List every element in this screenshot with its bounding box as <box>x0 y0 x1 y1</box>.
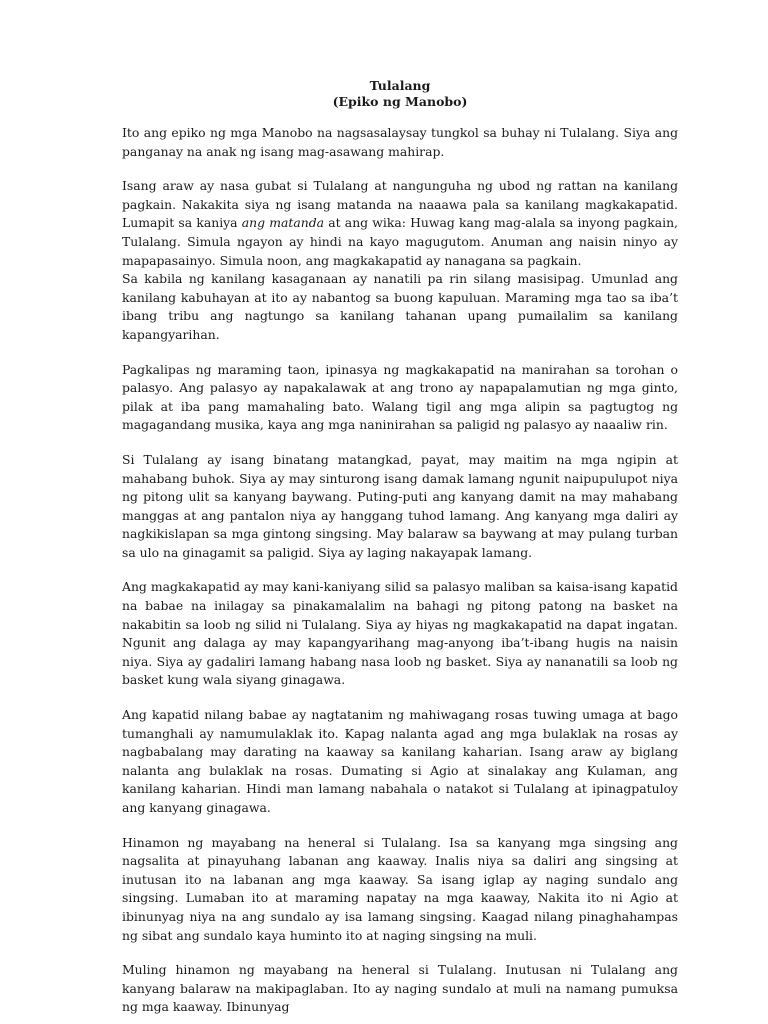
paragraph-4: Pagkalipas ng maraming taon, ipinasya ng magkakapatid na manirahan sa torohan o palasyo. Ang palasyo ay napakalawak at ang trono ay napapalamutian ng mga ginto, pilak at iba pang mamahaling bato. Walang tigil ang mga alipin sa pagtugtog ng magagandang musika, kaya ang mga naninirahan sa paligid ng palasyo ay naaaliw rin. <box>122 361 678 433</box>
title-block <box>122 78 678 110</box>
paragraph-7: Ang kapatid nilang babae ay nagtatanim ng mahiwagang rosas tuwing umaga at bago tumanghali ay namumulaklak ito. Kapag nalanta agad ang mga bulaklak na rosas ay nagbabalang may darating na kaaway sa kanilang kaharian. Isang araw ay biglang nalanta ang bulaklak na rosas. Dumating si Agio at sinalakay ang Kulaman, ang kanilang kaharian. Hindi man lamang nabahala o natakot si Tulalang at ipinagpatuloy ang kanyang ginagawa. <box>122 707 678 815</box>
document-subtitle: (Epiko ng Manobo) <box>332 94 468 109</box>
paragraph-3: Sa kabila ng kanilang kasaganaan ay nanatili pa rin silang masisipag. Umunlad ang kanilang kabuhayan at ito ay nabantog sa buong kapuluan. Maraming mga tao sa iba’t ibang tribu ang nagtungo sa kanilang tahanan upang pumailalim sa kanilang kapangyarihan. <box>122 271 678 342</box>
paragraph-2-text-a: Isang araw ay nasa gubat si Tulalang at nangunguha ng ubod ng rattan na kanilang pagkain. Nakakita siya ng isang matanda na naaawa pala sa kanilang magkakapatid. Lumapit sa kaniya <box>122 178 678 231</box>
paragraph-2-italic: ang matanda <box>241 215 325 231</box>
paragraph-1: Ito ang epiko ng mga Manobo na nagsasalaysay tungkol sa buhay ni Tulalang. Siya ang panganay na anak ng isang mag-asawang mahirap. <box>122 125 678 159</box>
paragraph-2 <box>122 177 678 270</box>
paragraph-5: Si Tulalang ay isang binatang matangkad, payat, may maitim na mga ngipin at mahabang buhok. Siya ay may sinturong isang damak lamang ngunit naipupulupot niya ng pitong ulit sa kanyang baywang. Puting-puti ang kanyang damit na may mahabang manggas at ang pantalon niya ay hanggang tuhod lamang. Ang kanyang mga daliri ay nagkikislapan sa mga gintong singsing. May balaraw sa baywang at may pulang turban sa ulo na ginagamit sa paligid. Siya ay laging nakayapak lamang. <box>122 451 678 560</box>
paragraph-9: Muling hinamon ng mayabang na heneral si Tulalang. Inutusan ni Tulalang ang kanyang balaraw na makipaglaban. Ito ay naging sundalo at muli na namang pumuksa ng mga kaaway. Ibinunyag <box>122 962 678 1015</box>
paragraph-8: Hinamon ng mayabang na heneral si Tulalang. Isa sa kanyang mga singsing ang nagsalita at pinayuhang labanan ang kaaway. Inalis niya sa daliri ang singsing at inutusan ito na labanan ang mga kaaway. Sa isang iglap ay naging sundalo ang singsing. Lumaban ito at maraming napatay na mga kaaway, Nakita ito ni Agio at ibinunyag niya na ang sundalo ay isa lamang singsing. Kaagad nilang pinaghahampas ng sibat ang sundalo kaya huminto ito at naging singsing na muli. <box>122 834 678 943</box>
paragraph-2-text-b: at ang wika: Huwag kang mag-alala sa inyong pagkain, Tulalang. Simula ngayon ay hindi na kayo magugutom. Anuman ang naisin ninyo ay mapapasainyo. Simula noon, ang magkakapatid ay nanagana sa pagkain. <box>122 215 679 268</box>
document-title: Tulalang <box>369 78 431 93</box>
paragraph-6: Ang magkakapatid ay may kani-kaniyang silid sa palasyo maliban sa kaisa-isang kapatid na babae na inilagay sa pinakamalalim na bahagi ng pitong patong na basket na nakabitin sa loob ng silid ni Tulalang. Siya ay hiyas ng magkakapatid na dapat ingatan. Ngunit ang dalaga ay may kapangyarihang mag-anyong iba’t-ibang hugis na naisin niya. Siya ay gadaliri lamang habang nasa loob ng basket. Siya ay nananatili sa loob ng basket kung wala siyang ginagawa. <box>122 579 678 688</box>
